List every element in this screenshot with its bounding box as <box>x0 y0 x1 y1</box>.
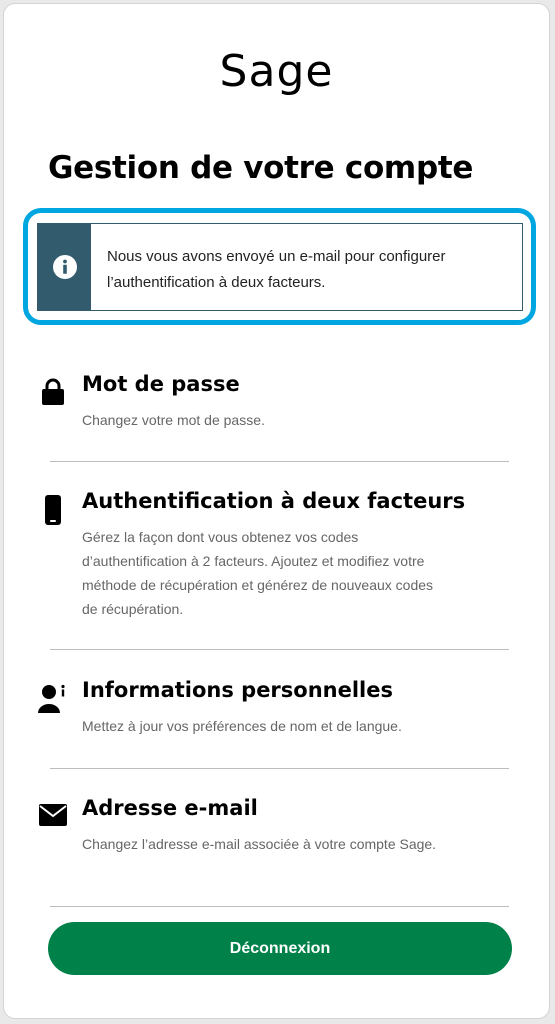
section-personal-info-desc: Mettez à jour vos préférences de nom et de langue. <box>82 718 402 734</box>
sage-logo: Sage <box>219 46 334 97</box>
section-password-desc: Changez votre mot de passe. <box>82 412 265 428</box>
section-password[interactable] <box>38 372 509 452</box>
mobile-phone-icon <box>38 495 68 525</box>
section-password-title[interactable]: Mot de passe <box>82 372 240 396</box>
envelope-icon <box>38 802 68 832</box>
notice-line-2: l’authentification à deux facteurs. <box>107 274 326 291</box>
section-email-title[interactable]: Adresse e-mail <box>82 796 258 820</box>
divider <box>50 649 509 650</box>
section-two-factor-desc: Gérez la façon dont vous obtenez vos codes d’authentification à 2 facteurs. Ajoutez et modifiez votre méthode de récupération et générez de nouveaux codes de récupération. <box>82 529 434 617</box>
divider <box>50 768 509 769</box>
section-email[interactable] <box>38 796 509 886</box>
user-info-icon <box>38 684 68 714</box>
page-title: Gestion de votre compte <box>48 150 474 186</box>
section-two-factor-title[interactable]: Authentification à deux facteurs <box>82 489 466 513</box>
account-card <box>3 3 550 1019</box>
divider <box>50 906 509 907</box>
notice-message <box>91 224 462 310</box>
two-factor-notice <box>37 223 523 311</box>
section-personal-info-title[interactable]: Informations personnelles <box>82 678 394 702</box>
section-email-desc: Changez l’adresse e-mail associée à votre compte Sage. <box>82 836 437 852</box>
notice-icon-bar <box>38 224 91 310</box>
info-icon <box>52 254 78 280</box>
notice-line-1: Nous vous avons envoyé un e-mail pour configurer <box>107 248 446 265</box>
divider <box>50 461 509 462</box>
section-two-factor[interactable] <box>38 489 509 629</box>
lock-icon <box>38 378 68 408</box>
logout-button[interactable]: Déconnexion <box>48 922 512 975</box>
section-personal-info[interactable] <box>38 678 509 758</box>
